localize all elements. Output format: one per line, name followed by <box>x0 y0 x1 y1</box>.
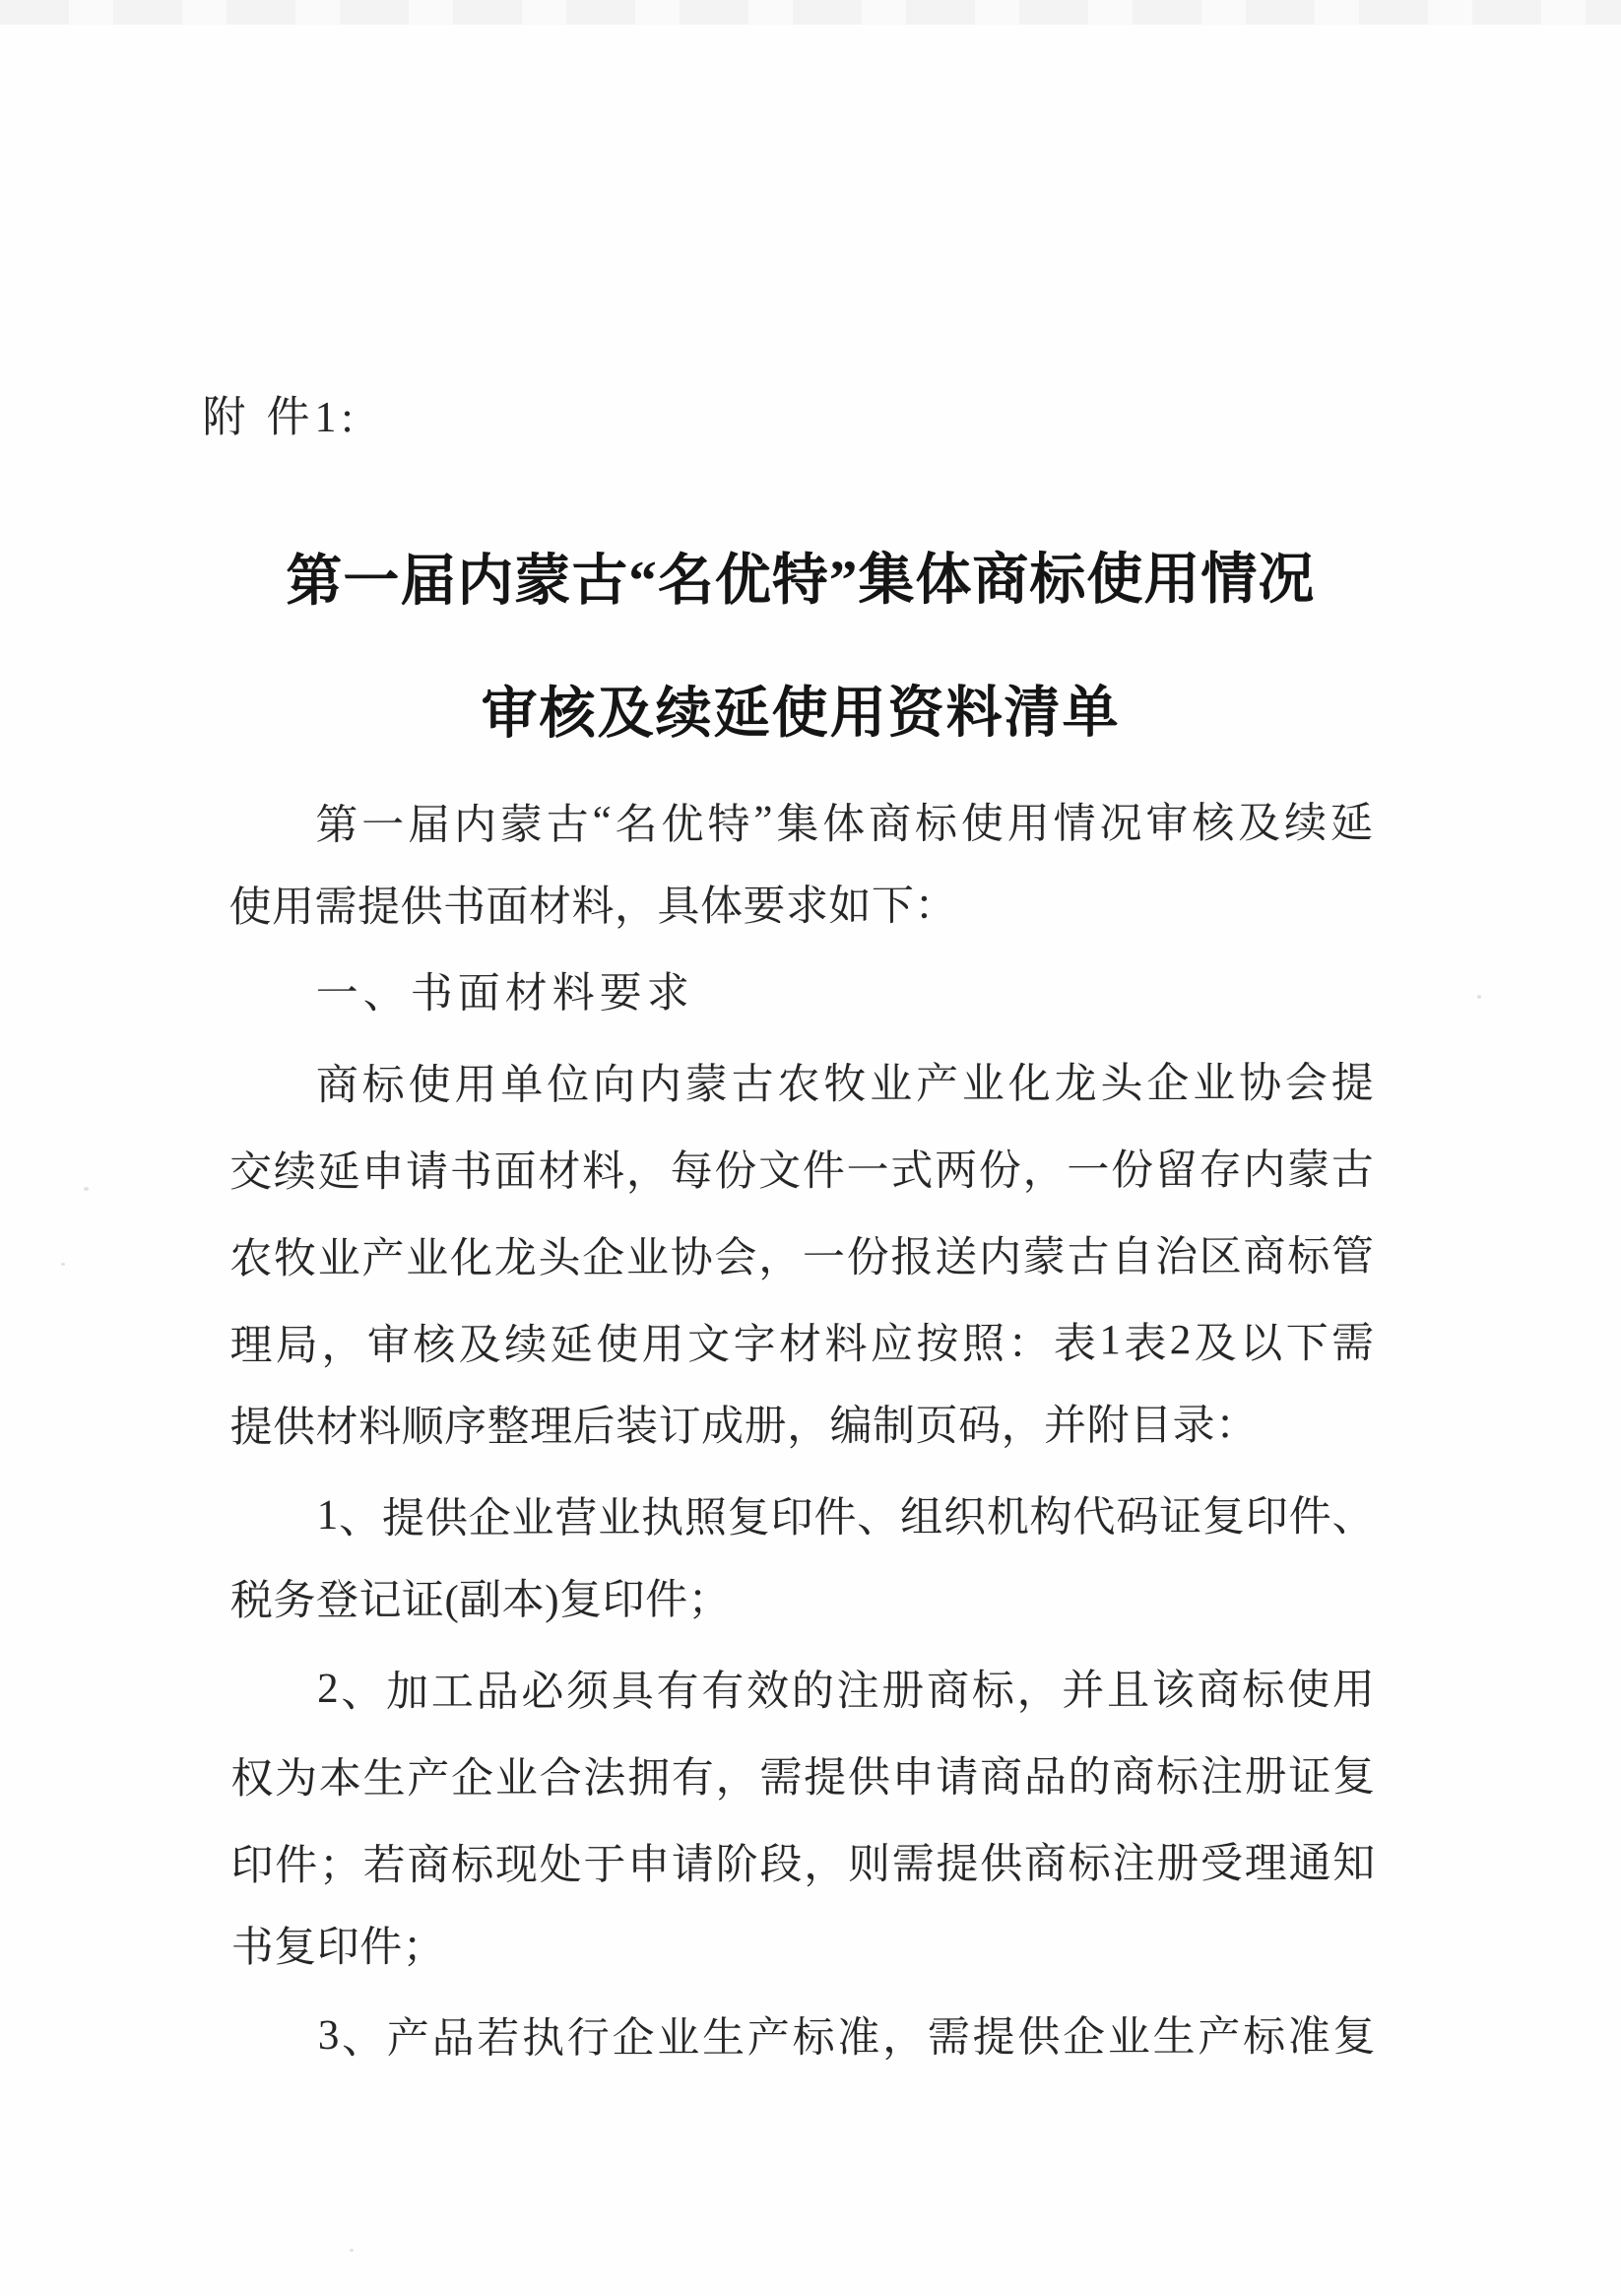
text-line: 交 续 延 申 请 书 面 材 料 ， 每 份 文 件 一 式 两 份 ， 一 份 留 存 内 蒙 古 <box>229 1147 1374 1196</box>
text-line: 农 牧 业 产 业 化 龙 头 企 业 协 会 ， 一 份 报 送 内 蒙 古 自 治 区 商 标 管 <box>229 1233 1375 1282</box>
text-line: 印 件 ； 若 商 标 现 处 于 申 请 阶 段 ， 则 需 提 供 商 标 注 册 受 理 通 知 <box>230 1840 1376 1889</box>
text-line: 1 、 提 供 企 业 营 业 执 照 复 印 件 、 组 织 机 构 代 码 证 复 印 件 、 <box>316 1491 1375 1542</box>
text-line: 第 一 届 内 蒙 古 “ 名 优 特 ” 集 体 商 标 使 用 情 况 审 核 及 续 延 <box>315 797 1374 849</box>
text-line: 一、书面材料要求 <box>315 970 694 1018</box>
text-line: 2 、 加 工 品 必 须 具 有 有 效 的 注 册 商 标 ， 并 且 该 商 标 使 用 <box>317 1665 1375 1716</box>
text-line: 3 、 产 品 若 执 行 企 业 生 产 标 准 ， 需 提 供 企 业 生 产 标 准 复 <box>317 2011 1376 2063</box>
document-title-line2: 审核及续延使用资料清单 <box>481 682 1121 746</box>
attachment-label: 附 件1: <box>202 392 358 442</box>
text-line: 使用需提供书面材料，具体要求如下： <box>228 883 958 932</box>
text-line: 书复印件； <box>230 1924 446 1972</box>
text-line: 权 为 本 生 产 企 业 合 法 拥 有 ， 需 提 供 申 请 商 品 的 商 标 注 册 证 复 <box>230 1753 1376 1803</box>
text-line: 税务登记证(副本)复印件； <box>229 1577 732 1625</box>
text-line: 理 局 ， 审 核 及 续 延 使 用 文 字 材 料 应 按 照 ： 表 1 表 2 及 以 下 需 <box>229 1316 1375 1369</box>
text-line: 商 标 使 用 单 位 向 内 蒙 古 农 牧 业 产 业 化 龙 头 企 业 协 会 提 <box>315 1060 1374 1109</box>
document-title-line1: 第一届内蒙古“名优特”集体商标使用情况 <box>286 548 1316 614</box>
document-title <box>228 545 1373 751</box>
text-line: 提供材料顺序整理后装订成册，编制页码，并附目录： <box>229 1403 1259 1452</box>
document-body <box>228 776 1376 2078</box>
